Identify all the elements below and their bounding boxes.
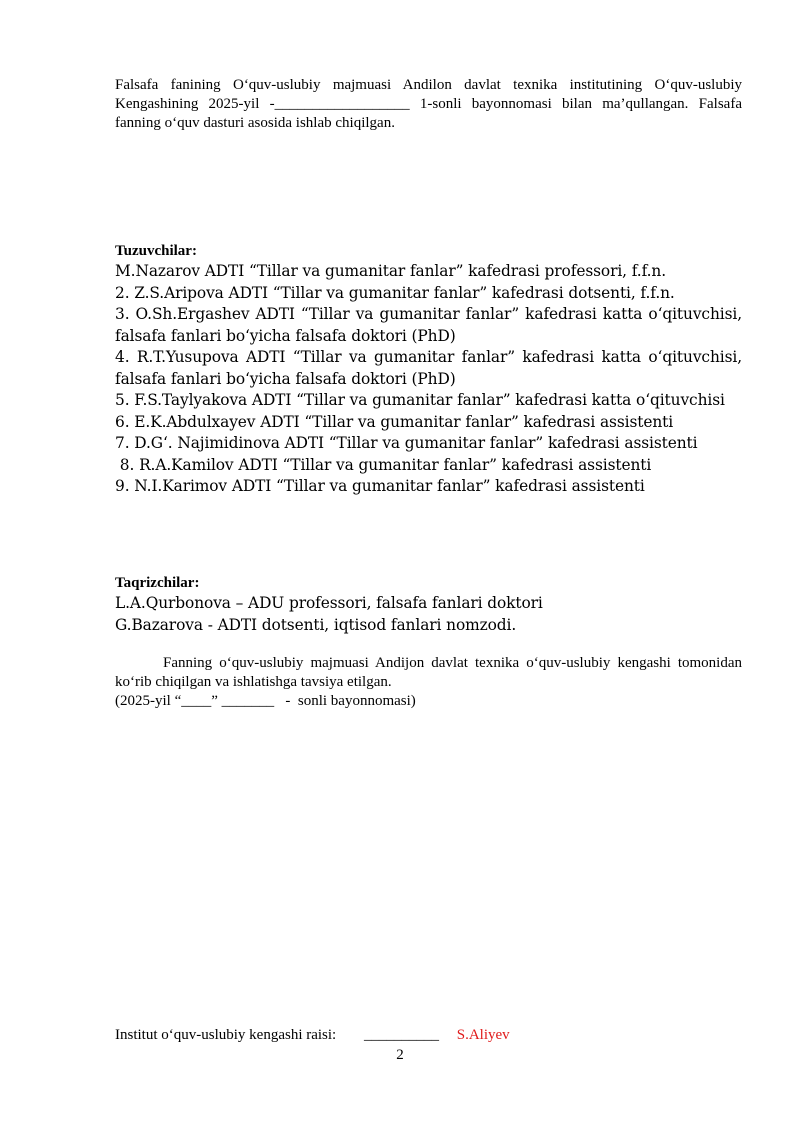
- authors-title: Tuzuvchilar:: [115, 243, 197, 259]
- author-item: 5. F.S.Taylyakova ADTI “Tillar va gumanitar fanlar” kafedrasi katta o‘qituvchisi: [115, 391, 725, 409]
- approval-text: Fanning o‘quv-uslubiy majmuasi Andijon davlat texnika o‘quv-uslubiy kengashi tomonidan ko‘rib chiqilgan va ishlatishga tavsiya etilgan.: [115, 655, 742, 690]
- reviewers-section: [115, 574, 742, 636]
- reviewers-title: Taqrizchilar:: [115, 575, 200, 591]
- author-item: 8. R.A.Kamilov ADTI “Tillar va gumanitar fanlar” kafedrasi assistenti: [115, 455, 652, 474]
- author-item: 4. R.T.Yusupova ADTI “Tillar va gumanitar fanlar” kafedrasi katta o‘qituvchisi, falsafa fanlari bo‘yicha falsafa doktori (PhD): [115, 348, 742, 388]
- author-item: 2. Z.S.Aripova ADTI “Tillar va gumanitar fanlar” kafedrasi dotsenti, f.f.n.: [115, 283, 675, 302]
- approval-protocol: (2025-yil “____” _______ - sonli bayonnomasi): [115, 693, 416, 709]
- author-item: M.Nazarov ADTI “Tillar va gumanitar fanlar” kafedrasi professori, f.f.n.: [115, 262, 667, 280]
- author-item: 6. E.K.Abdulxayev ADTI “Tillar va gumanitar fanlar” kafedrasi assistenti: [115, 412, 674, 431]
- intro-paragraph: Falsafa fanining O‘quv-uslubiy majmuasi Andilon davlat texnika institutining O‘quv-uslubiy Kengashining 2025-yil -__________________ 1-sonli bayonnomasi bilan ma’qullangan. Falsafa fanning o‘quv dasturi asosida ishlab chiqilgan.: [115, 77, 742, 131]
- signer-name: S.Aliyev: [456, 1027, 510, 1043]
- authors-section: [115, 242, 742, 498]
- approval-section: [115, 654, 742, 711]
- author-item: 7. D.G‘. Najimidinova ADTI “Tillar va gumanitar fanlar” kafedrasi assistenti: [115, 434, 698, 452]
- footer-signature: [115, 1026, 742, 1045]
- page-number: 2: [396, 1047, 404, 1063]
- reviewer-item: L.A.Qurbonova – ADU professori, falsafa fanlari doktori: [115, 594, 543, 612]
- signature-line: __________: [363, 1027, 439, 1043]
- author-item: 3. O.Sh.Ergashev ADTI “Tillar va gumanitar fanlar” kafedrasi katta o‘qituvchisi, falsafa fanlari bo‘yicha falsafa doktori (PhD): [115, 305, 742, 345]
- chair-label: Institut o‘quv-uslubiy kengashi raisi:: [115, 1027, 337, 1043]
- author-item: 9. N.I.Karimov ADTI “Tillar va gumanitar fanlar” kafedrasi assistenti: [115, 477, 645, 495]
- reviewer-item: G.Bazarova - ADTI dotsenti, iqtisod fanlari nomzodi.: [115, 615, 517, 634]
